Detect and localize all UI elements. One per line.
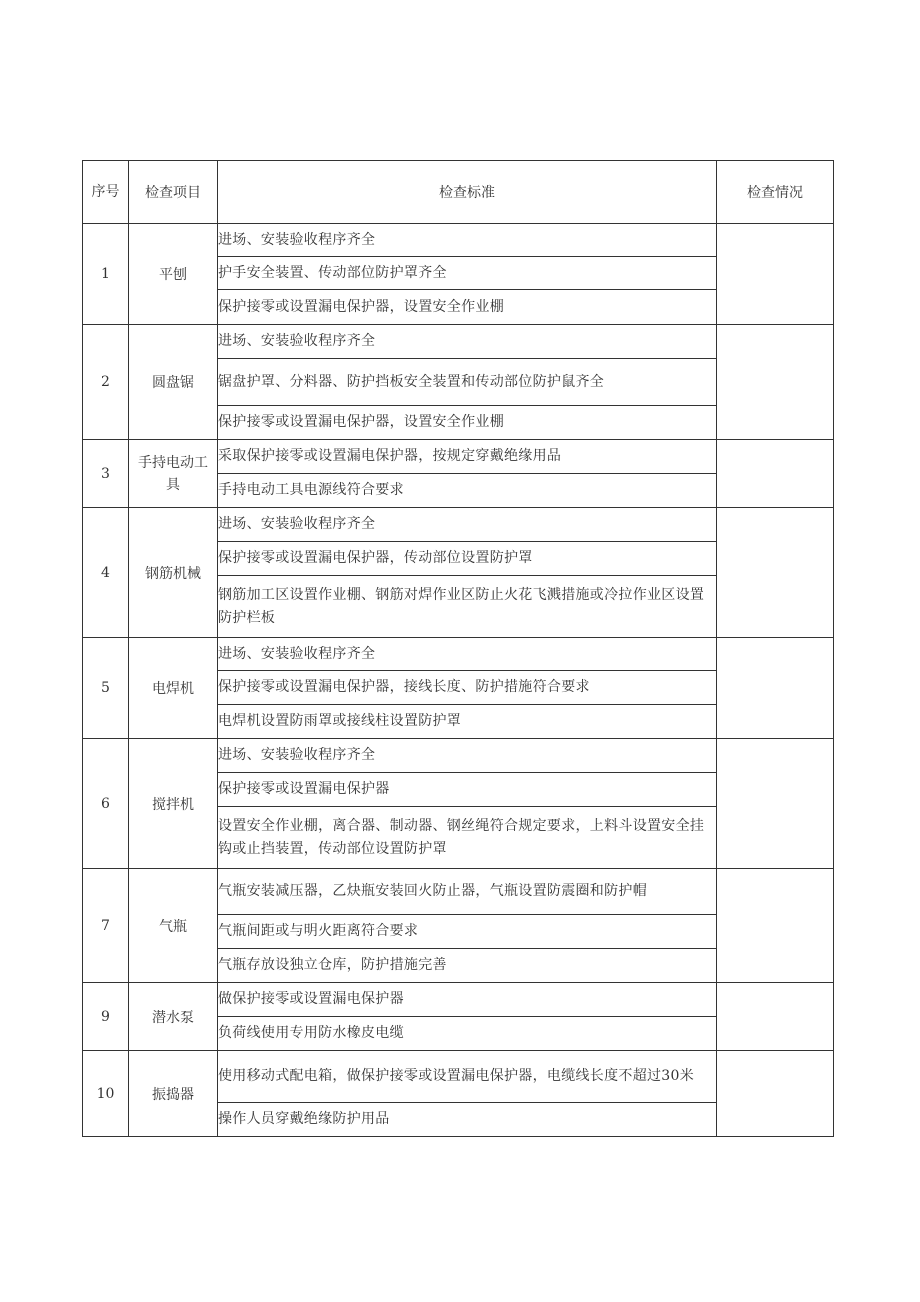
row-number: 2: [83, 325, 129, 440]
check-item: 振捣器: [129, 1051, 218, 1137]
check-standard: 手持电动工具电源线符合要求: [218, 474, 717, 508]
check-standard: 进场、安装验收程序齐全: [218, 325, 717, 359]
header-seq: 序号: [83, 161, 129, 224]
check-status-cell[interactable]: [717, 869, 834, 983]
check-standard: 气瓶存放设独立仓库，防护措施完善: [218, 949, 717, 983]
table-row: [83, 739, 834, 773]
check-status-cell[interactable]: [717, 508, 834, 638]
check-item: 潜水泵: [129, 983, 218, 1051]
row-number: 10: [83, 1051, 129, 1137]
check-status-cell[interactable]: [717, 325, 834, 440]
check-standard: 设置安全作业棚，离合器、制动器、钢丝绳符合规定要求，上料斗设置安全挂钩或止挡装置，传动部位设置防护罩: [218, 807, 717, 869]
check-standard: 使用移动式配电箱，做保护接零或设置漏电保护器，电缆线长度不超过30米: [218, 1051, 717, 1103]
check-status-cell[interactable]: [717, 638, 834, 739]
check-status-cell[interactable]: [717, 983, 834, 1051]
check-standard: 保护接零或设置漏电保护器，设置安全作业棚: [218, 406, 717, 440]
check-standard: 保护接零或设置漏电保护器，接线长度、防护措施符合要求: [218, 671, 717, 705]
header-status: 检查情况: [717, 161, 834, 224]
header-row: [83, 161, 834, 224]
check-standard: 负荷线使用专用防水橡皮电缆: [218, 1017, 717, 1051]
inspection-table: [82, 160, 834, 1137]
check-status-cell[interactable]: [717, 1051, 834, 1137]
check-standard: 进场、安装验收程序齐全: [218, 508, 717, 542]
check-item: 手持电动工具: [129, 440, 218, 508]
table-row: [83, 440, 834, 474]
check-status-cell[interactable]: [717, 440, 834, 508]
row-number: 6: [83, 739, 129, 869]
table-row: [83, 869, 834, 915]
check-standard: 进场、安装验收程序齐全: [218, 739, 717, 773]
row-number: 5: [83, 638, 129, 739]
check-standard: 护手安全装置、传动部位防护罩齐全: [218, 257, 717, 290]
check-standard: 电焊机设置防雨罩或接线柱设置防护罩: [218, 705, 717, 739]
check-status-cell[interactable]: [717, 224, 834, 325]
check-item: 平刨: [129, 224, 218, 325]
check-item: 搅拌机: [129, 739, 218, 869]
check-item: 钢筋机械: [129, 508, 218, 638]
check-standard: 保护接零或设置漏电保护器: [218, 773, 717, 807]
row-number: 7: [83, 869, 129, 983]
table-row: [83, 638, 834, 671]
table-row: [83, 325, 834, 359]
table-row: [83, 508, 834, 542]
table-row: [83, 983, 834, 1017]
check-standard: 采取保护接零或设置漏电保护器，按规定穿戴绝缘用品: [218, 440, 717, 474]
check-standard: 操作人员穿戴绝缘防护用品: [218, 1103, 717, 1137]
row-number: 4: [83, 508, 129, 638]
check-standard: 保护接零或设置漏电保护器，传动部位设置防护罩: [218, 542, 717, 576]
check-standard: 气瓶间距或与明火距离符合要求: [218, 915, 717, 949]
row-number: 9: [83, 983, 129, 1051]
check-item: 气瓶: [129, 869, 218, 983]
check-standard: 做保护接零或设置漏电保护器: [218, 983, 717, 1017]
table-row: [83, 1051, 834, 1103]
row-number: 3: [83, 440, 129, 508]
header-standard: 检查标准: [218, 161, 717, 224]
table-row: [83, 224, 834, 257]
header-item: 检查项目: [129, 161, 218, 224]
row-number: 1: [83, 224, 129, 325]
check-item: 圆盘锯: [129, 325, 218, 440]
check-standard: 进场、安装验收程序齐全: [218, 224, 717, 257]
check-status-cell[interactable]: [717, 739, 834, 869]
check-standard: 保护接零或设置漏电保护器，设置安全作业棚: [218, 290, 717, 325]
check-standard: 气瓶安装减压器，乙炔瓶安装回火防止器，气瓶设置防震圈和防护帽: [218, 869, 717, 915]
check-standard: 锯盘护罩、分料器、防护挡板安全装置和传动部位防护鼠齐全: [218, 359, 717, 406]
check-item: 电焊机: [129, 638, 218, 739]
check-standard: 进场、安装验收程序齐全: [218, 638, 717, 671]
check-standard: 钢筋加工区设置作业棚、钢筋对焊作业区防止火花飞溅措施或冷拉作业区设置防护栏板: [218, 576, 717, 638]
